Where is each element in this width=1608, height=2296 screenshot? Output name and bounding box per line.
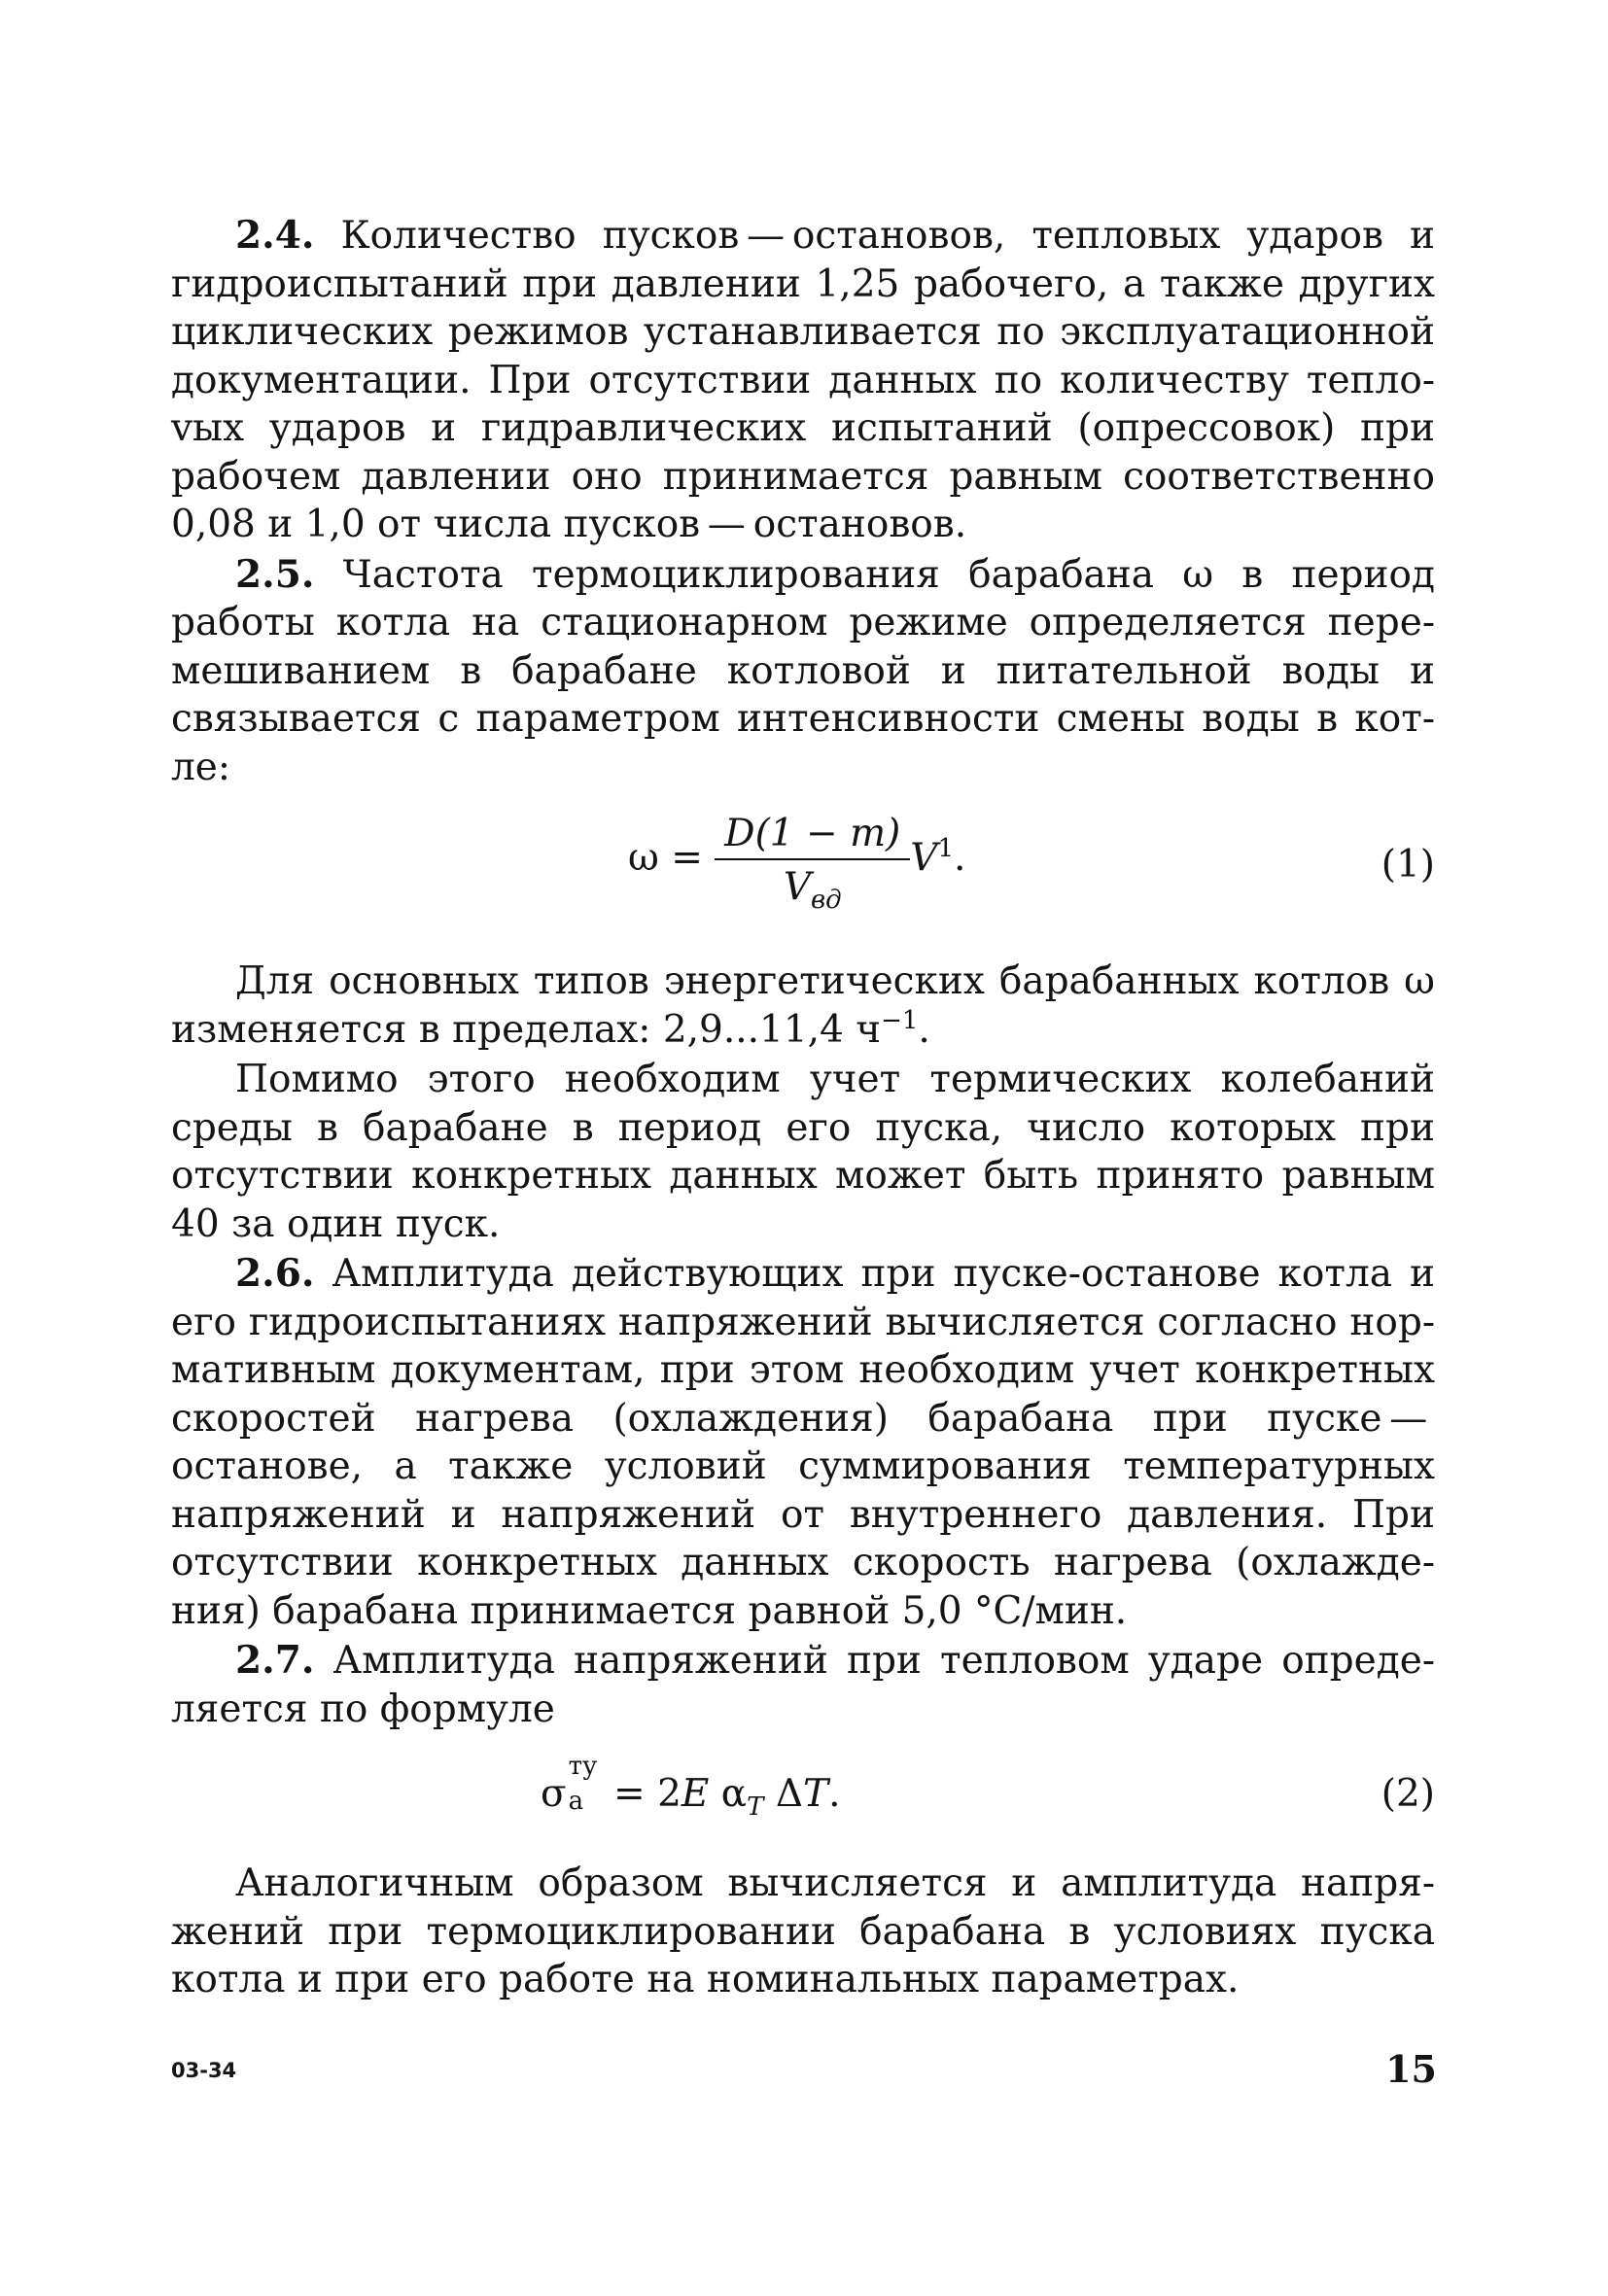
fraction bbox=[715, 812, 910, 915]
paragraph-text: Амплитуда действующих при пуске-останове котла и его гидроиспытаниях напряжений вычисляется согласно нормативным документам, при этом необходим учет конкретных скоростей нагрева (охлаждения) барабана при пуске — останове, а также условий суммирования температурных напряжений и напряжений от внутреннего давления. При отсутствии конкретных данных скорость нагрева (охлаждения) барабана принимается равной 5,0 °С/мин. bbox=[171, 1252, 1435, 1633]
text-block-middle bbox=[171, 957, 1435, 1733]
unit-superscript: −1 bbox=[881, 1005, 919, 1035]
factor-symbol: V bbox=[910, 836, 938, 880]
paragraph-omega-range bbox=[171, 957, 1435, 1054]
section-number: 2.6. bbox=[235, 1251, 315, 1296]
paragraph-2-7 bbox=[171, 1637, 1435, 1733]
formula-equals: = 2 bbox=[601, 1772, 682, 1816]
symbol-T: T bbox=[803, 1772, 829, 1816]
fraction-numerator: D(1 − m) bbox=[715, 815, 910, 860]
formula-end: . bbox=[828, 1772, 841, 1816]
formula-end: . bbox=[953, 836, 966, 880]
paragraph-text: Для основных типов энергетических барабанных котлов ω изменяется в пределах: 2,9...11,4 ч bbox=[171, 959, 1435, 1052]
paragraph-text: Количество пусков — остановов, тепловых ударов и гидроиспытаний при давлении 1,25 рабочего, а также других циклических режимов устанавливается по эксплуатационной документации. При отсутствии данных по количеству теплоvых ударов и гидравлических испытаний (опрессовок) при рабочем давлении оно принимается равным соответственно 0,08 и 1,0 от числа пусков — остановов. bbox=[171, 214, 1435, 546]
sigma-subscript: а bbox=[568, 1787, 584, 1816]
paragraph-text: Аналогичным образом вычисляется и амплитуда напряжений при термоциклировании барабана в условиях пуска котла и при его работе на номинальных параметрах. bbox=[171, 1861, 1435, 2001]
formula-number: (2) bbox=[1381, 1772, 1435, 1816]
paragraph-2-6 bbox=[171, 1250, 1435, 1635]
section-number: 2.5. bbox=[235, 551, 315, 597]
sigma-symbol: σ bbox=[541, 1772, 567, 1816]
fraction-denominator bbox=[715, 860, 910, 915]
symbol-alpha: α bbox=[709, 1772, 748, 1816]
factor-superscript: 1 bbox=[937, 834, 954, 863]
symbol-delta: Δ bbox=[763, 1772, 804, 1816]
sigma-superscript: ту bbox=[568, 1752, 598, 1781]
paragraph-text: Частота термоциклирования барабана ω в период работы котла на стационарном режиме определяется перемешиванием в барабане котловой и питательной воды и связывается с параметром интенсивности смены воды в котле: bbox=[171, 552, 1435, 789]
denominator-symbol: V bbox=[783, 865, 812, 909]
formula-number: (1) bbox=[1381, 843, 1435, 887]
paragraph-2-4 bbox=[171, 212, 1435, 549]
paragraph-text: Помимо этого необходим учет термических колебаний среды в барабане в период его пуска, число которых при отсутствии конкретных данных может быть принято равным 40 за один пуск. bbox=[171, 1058, 1435, 1246]
text-block-top bbox=[171, 212, 1435, 791]
paragraph-thermal-oscillations bbox=[171, 1056, 1435, 1248]
section-number: 2.4. bbox=[235, 213, 315, 258]
text-block-bottom bbox=[171, 1860, 1435, 2004]
symbol-E: E bbox=[681, 1772, 710, 1816]
formula-lhs: ω = bbox=[628, 836, 703, 880]
sigma-indices bbox=[567, 1752, 602, 1816]
paragraph-2-5 bbox=[171, 551, 1435, 792]
paragraph-analogous bbox=[171, 1860, 1435, 2004]
footer-code: 03-34 bbox=[171, 2059, 237, 2082]
section-number: 2.7. bbox=[235, 1638, 315, 1683]
paragraph-end: . bbox=[918, 1007, 930, 1052]
page-number: 15 bbox=[1385, 2047, 1437, 2091]
alpha-subscript: T bbox=[747, 1792, 764, 1822]
paragraph-text: Амплитуда напряжений при тепловом ударе определяется по формуле bbox=[171, 1639, 1435, 1731]
denominator-subscript: вд bbox=[811, 885, 842, 915]
